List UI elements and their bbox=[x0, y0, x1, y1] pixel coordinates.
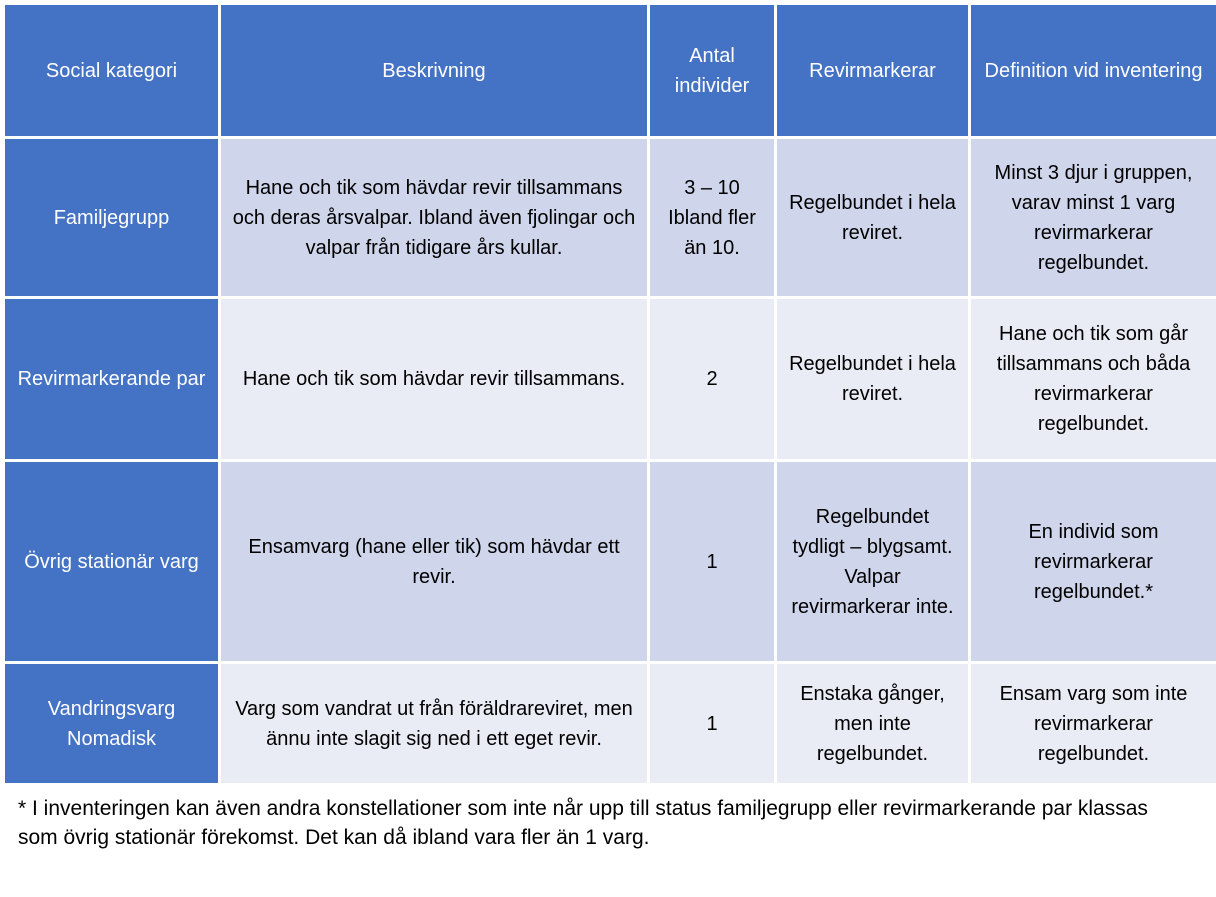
header-description: Beskrivning bbox=[220, 4, 649, 138]
row-count: 1 bbox=[649, 663, 776, 785]
row-marking: Regelbundet tydligt – blygsamt. Valpar revirmarkerar inte. bbox=[776, 461, 970, 663]
row-count: 3 – 10 Ibland fler än 10. bbox=[649, 138, 776, 298]
row-definition: Ensam varg som inte revirmarkerar regelbundet. bbox=[970, 663, 1216, 785]
row-count: 1 bbox=[649, 461, 776, 663]
row-count: 2 bbox=[649, 298, 776, 461]
row-definition: Minst 3 djur i gruppen, varav minst 1 varg revirmarkerar regelbundet. bbox=[970, 138, 1216, 298]
row-definition: En individ som revirmarkerar regelbundet.* bbox=[970, 461, 1216, 663]
table-row bbox=[4, 461, 1216, 663]
row-description: Ensamvarg (hane eller tik) som hävdar ett revir. bbox=[220, 461, 649, 663]
header-count: Antal individer bbox=[649, 4, 776, 138]
table-header-row bbox=[4, 4, 1216, 138]
footnote: * I inventeringen kan även andra konstellationer som inte når upp till status familjegrupp eller revirmarkerande par klassas som övrig stationär förekomst. Det kan då ibland vara fler än 1 varg. bbox=[18, 797, 1148, 849]
row-description: Hane och tik som hävdar revir tillsammans och deras årsvalpar. Ibland även fjolingar och valpar från tidigare års kullar. bbox=[220, 138, 649, 298]
header-marking: Revirmarkerar bbox=[776, 4, 970, 138]
header-definition: Definition vid inventering bbox=[970, 4, 1216, 138]
row-category: Vandringsvarg Nomadisk bbox=[4, 663, 220, 785]
row-category: Revirmarkerande par bbox=[4, 298, 220, 461]
row-category: Familjegrupp bbox=[4, 138, 220, 298]
row-definition: Hane och tik som går tillsammans och båda revirmarkerar regelbundet. bbox=[970, 298, 1216, 461]
row-category: Övrig stationär varg bbox=[4, 461, 220, 663]
table-row bbox=[4, 298, 1216, 461]
header-social-category: Social kategori bbox=[4, 4, 220, 138]
row-description: Varg som vandrat ut från föräldrareviret, men ännu inte slagit sig ned i ett eget revir. bbox=[220, 663, 649, 785]
row-marking: Regelbundet i hela reviret. bbox=[776, 138, 970, 298]
social-category-table bbox=[2, 2, 1216, 786]
row-marking: Regelbundet i hela reviret. bbox=[776, 298, 970, 461]
row-marking: Enstaka gånger, men inte regelbundet. bbox=[776, 663, 970, 785]
row-description: Hane och tik som hävdar revir tillsammans. bbox=[220, 298, 649, 461]
table-row bbox=[4, 138, 1216, 298]
table-row bbox=[4, 663, 1216, 785]
